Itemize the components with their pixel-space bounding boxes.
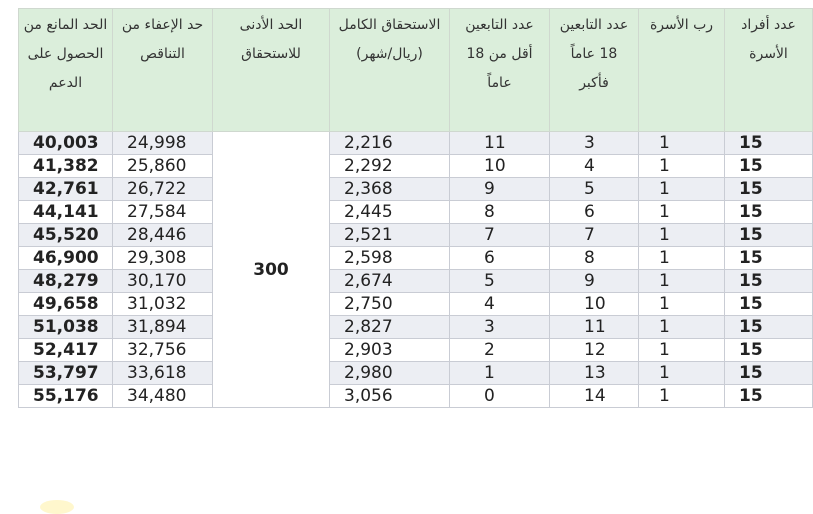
support-table: [18, 8, 813, 408]
support-table-container: [18, 8, 796, 408]
cell-family-head: 1: [639, 385, 725, 408]
cell-max-limit: 44,141: [19, 201, 113, 224]
cell-dependents-minor: 0: [450, 385, 550, 408]
cell-dependents-adult: 9: [550, 270, 639, 293]
cell-dependents-adult: 10: [550, 293, 639, 316]
cell-dependents-minor: 2: [450, 339, 550, 362]
cell-family-members: 15: [725, 132, 813, 155]
cell-max-limit: 52,417: [19, 339, 113, 362]
cell-full-entitlement: 2,216: [330, 132, 450, 155]
table-row: [19, 316, 813, 339]
cell-full-entitlement: 2,674: [330, 270, 450, 293]
cell-full-entitlement: 2,521: [330, 224, 450, 247]
cell-family-head: 1: [639, 247, 725, 270]
cell-max-limit: 42,761: [19, 178, 113, 201]
cell-max-limit: 41,382: [19, 155, 113, 178]
cell-exemption-limit: 26,722: [113, 178, 213, 201]
cell-dependents-minor: 11: [450, 132, 550, 155]
header-row: [19, 9, 813, 132]
header-family-members: عدد أفراد الأسرة: [725, 9, 813, 132]
cell-dependents-minor: 4: [450, 293, 550, 316]
cell-exemption-limit: 28,446: [113, 224, 213, 247]
cell-family-head: 1: [639, 270, 725, 293]
cell-family-members: 15: [725, 270, 813, 293]
cell-max-limit: 48,279: [19, 270, 113, 293]
header-exemption-limit: حد الإعفاء من التناقص: [113, 9, 213, 132]
cell-exemption-limit: 27,584: [113, 201, 213, 224]
cell-family-members: 15: [725, 362, 813, 385]
cell-exemption-limit: 34,480: [113, 385, 213, 408]
cell-family-members: 15: [725, 316, 813, 339]
cell-dependents-adult: 3: [550, 132, 639, 155]
header-family-head: رب الأسرة: [639, 9, 725, 132]
cell-dependents-minor: 8: [450, 201, 550, 224]
cell-max-limit: 49,658: [19, 293, 113, 316]
cell-max-limit: 55,176: [19, 385, 113, 408]
header-max-limit: الحد المانع من الحصول على الدعم: [19, 9, 113, 132]
cell-max-limit: 51,038: [19, 316, 113, 339]
table-body: [19, 132, 813, 408]
table-row: [19, 362, 813, 385]
table-row: [19, 155, 813, 178]
cell-dependents-adult: 11: [550, 316, 639, 339]
cell-family-head: 1: [639, 132, 725, 155]
table-row: [19, 270, 813, 293]
cell-family-head: 1: [639, 362, 725, 385]
table-row: [19, 178, 813, 201]
cell-exemption-limit: 25,860: [113, 155, 213, 178]
table-row: [19, 201, 813, 224]
table-row: [19, 339, 813, 362]
cell-family-members: 15: [725, 178, 813, 201]
table-row: [19, 385, 813, 408]
cell-exemption-limit: 31,032: [113, 293, 213, 316]
table-row: [19, 224, 813, 247]
cell-dependents-adult: 14: [550, 385, 639, 408]
cell-family-members: 15: [725, 385, 813, 408]
cell-dependents-adult: 12: [550, 339, 639, 362]
cell-dependents-minor: 6: [450, 247, 550, 270]
cell-family-head: 1: [639, 339, 725, 362]
cell-exemption-limit: 30,170: [113, 270, 213, 293]
cell-family-head: 1: [639, 224, 725, 247]
cell-max-limit: 40,003: [19, 132, 113, 155]
cell-min-entitlement: 300: [213, 132, 330, 408]
cell-full-entitlement: 2,368: [330, 178, 450, 201]
cell-dependents-adult: 8: [550, 247, 639, 270]
cell-dependents-adult: 4: [550, 155, 639, 178]
cell-dependents-minor: 7: [450, 224, 550, 247]
header-min-entitlement: الحد الأدنى للاستحقاق: [213, 9, 330, 132]
cell-full-entitlement: 2,827: [330, 316, 450, 339]
cell-full-entitlement: 2,598: [330, 247, 450, 270]
cell-full-entitlement: 2,292: [330, 155, 450, 178]
cell-exemption-limit: 31,894: [113, 316, 213, 339]
cell-max-limit: 45,520: [19, 224, 113, 247]
cell-dependents-adult: 6: [550, 201, 639, 224]
cell-family-head: 1: [639, 316, 725, 339]
cell-exemption-limit: 24,998: [113, 132, 213, 155]
cell-family-members: 15: [725, 224, 813, 247]
cell-family-head: 1: [639, 155, 725, 178]
cell-exemption-limit: 33,618: [113, 362, 213, 385]
decorative-glow: [40, 500, 74, 514]
header-dependents-minor: عدد التابعين أقل من 18 عاماً: [450, 9, 550, 132]
cell-family-members: 15: [725, 247, 813, 270]
cell-family-head: 1: [639, 201, 725, 224]
cell-full-entitlement: 2,750: [330, 293, 450, 316]
cell-family-members: 15: [725, 201, 813, 224]
cell-family-head: 1: [639, 178, 725, 201]
cell-dependents-adult: 13: [550, 362, 639, 385]
cell-family-members: 15: [725, 155, 813, 178]
cell-max-limit: 46,900: [19, 247, 113, 270]
cell-dependents-minor: 5: [450, 270, 550, 293]
table-row: [19, 247, 813, 270]
cell-family-head: 1: [639, 293, 725, 316]
table-row: [19, 293, 813, 316]
header-dependents-adult: عدد التابعين 18 عاماً فأكبر: [550, 9, 639, 132]
cell-dependents-adult: 7: [550, 224, 639, 247]
cell-dependents-minor: 9: [450, 178, 550, 201]
table-row: [19, 132, 813, 155]
cell-dependents-adult: 5: [550, 178, 639, 201]
cell-family-members: 15: [725, 293, 813, 316]
cell-max-limit: 53,797: [19, 362, 113, 385]
cell-dependents-minor: 1: [450, 362, 550, 385]
cell-exemption-limit: 32,756: [113, 339, 213, 362]
cell-family-members: 15: [725, 339, 813, 362]
cell-exemption-limit: 29,308: [113, 247, 213, 270]
cell-full-entitlement: 2,445: [330, 201, 450, 224]
cell-full-entitlement: 2,903: [330, 339, 450, 362]
cell-full-entitlement: 3,056: [330, 385, 450, 408]
cell-dependents-minor: 10: [450, 155, 550, 178]
header-full-entitlement: الاستحقاق الكامل (ريال/شهر): [330, 9, 450, 132]
cell-dependents-minor: 3: [450, 316, 550, 339]
cell-full-entitlement: 2,980: [330, 362, 450, 385]
